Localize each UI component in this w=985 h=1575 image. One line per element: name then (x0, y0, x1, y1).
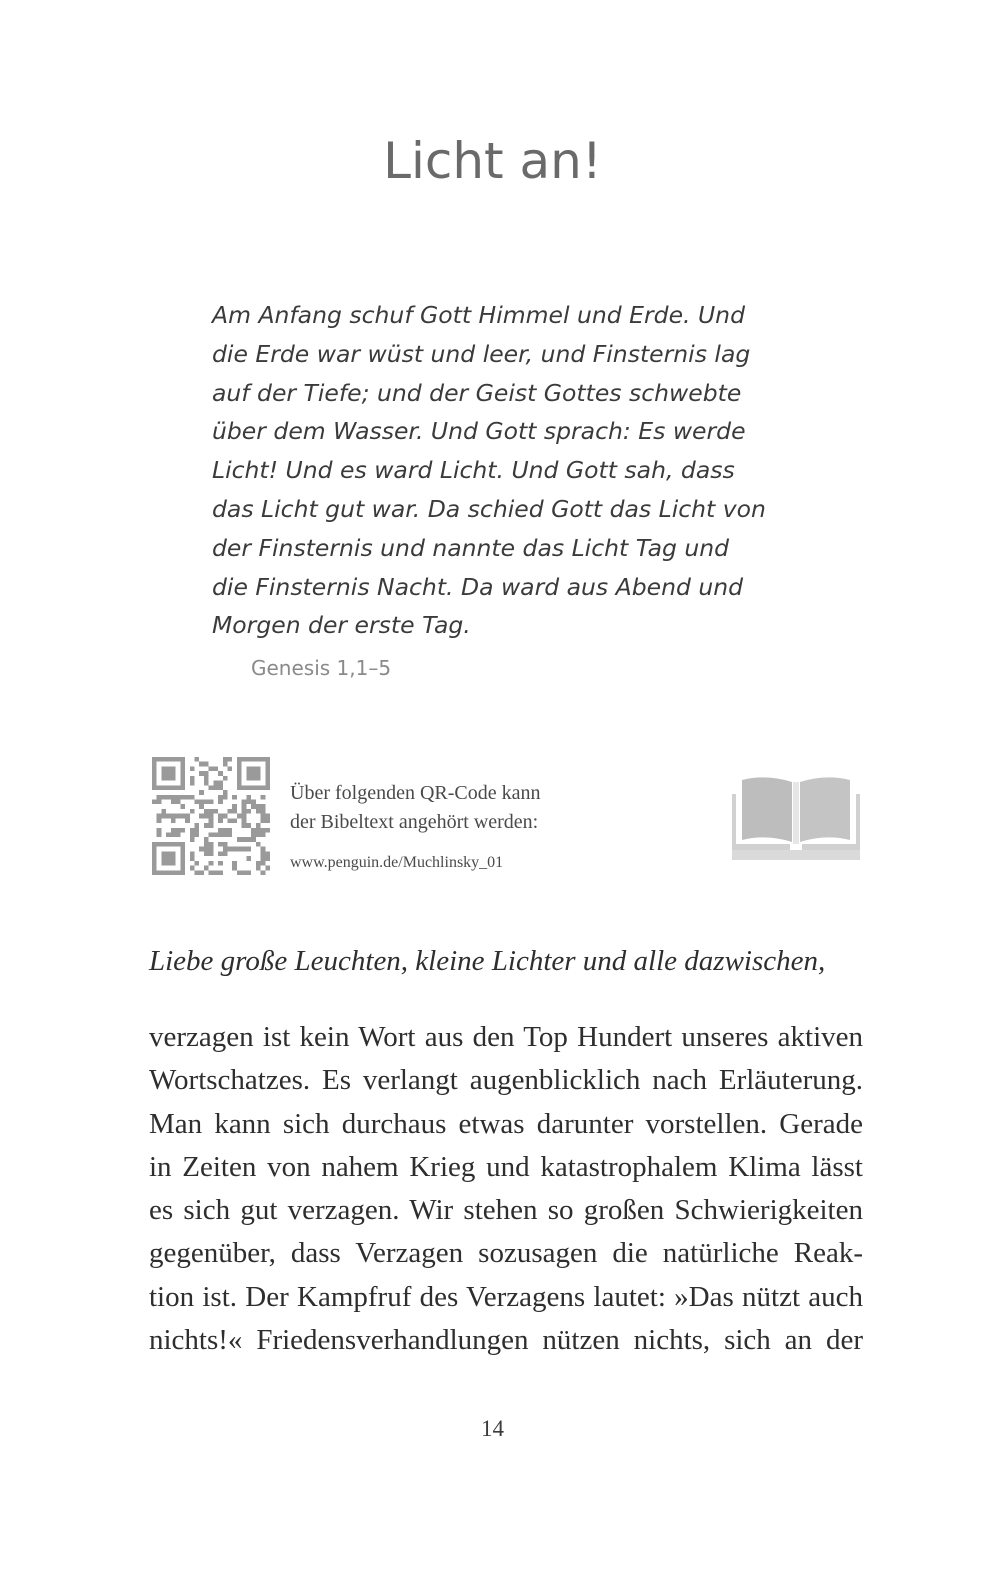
open-book-icon (726, 772, 866, 864)
body-line: gegenüber, dass Verzagen sozusagen die natürliche Reak- (149, 1237, 863, 1270)
body-text (149, 1016, 863, 1362)
greeting-line: Liebe große Leuchten, kleine Lichter und alle dazwischen, (149, 945, 826, 977)
body-line: tion ist. Der Kampfruf des Verzagens lautet: »Das nützt auch (149, 1280, 863, 1313)
body-line: in Zeiten von nahem Krieg und katastrophalem Klima lässt (149, 1150, 863, 1183)
body-line: verzagen ist kein Wort aus den Top Hundert unseres aktiven (149, 1021, 863, 1053)
quote-line: über dem Wasser. Und Gott sprach: Es werde (212, 417, 746, 446)
page-number: 14 (481, 1416, 504, 1441)
qr-caption-line: Über folgenden QR-Code kann (290, 782, 541, 804)
body-line: Man kann sich durchaus etwas darunter vorstellen. Gerade (149, 1107, 863, 1140)
body-line: nichts!« Friedensverhandlungen nützen nichts, sich an der (149, 1324, 863, 1357)
bible-quote (212, 296, 822, 645)
quote-line: Am Anfang schuf Gott Himmel und Erde. Und (212, 301, 745, 329)
page-title: Licht an! (383, 132, 602, 190)
qr-url-link[interactable]: www.penguin.de/Muchlinsky_01 (290, 854, 504, 871)
quote-line: Licht! Und es ward Licht. Und Gott sah, dass (212, 456, 735, 485)
quote-line: Morgen der erste Tag. (212, 611, 471, 640)
quote-line: auf der Tiefe; und der Geist Gottes schwebte (212, 378, 742, 407)
quote-line: der Finsternis und nannte das Licht Tag und (212, 533, 730, 562)
quote-reference: Genesis 1,1–5 (251, 656, 392, 680)
qr-code-icon[interactable] (152, 757, 270, 875)
qr-caption-line: der Bibeltext angehört werden: (290, 811, 539, 833)
qr-caption (290, 779, 541, 837)
quote-line: das Licht gut war. Da schied Gott das Licht von (212, 494, 766, 523)
body-line: es sich gut verzagen. Wir stehen so großen Schwierigkeiten (149, 1194, 863, 1227)
body-line: Wortschatzes. Es verlangt augenblicklich nach Erläuterung. (149, 1064, 863, 1097)
quote-line: die Finsternis Nacht. Da ward aus Abend und (212, 572, 744, 601)
quote-line: die Erde war wüst und leer, und Finsternis lag (212, 339, 751, 368)
